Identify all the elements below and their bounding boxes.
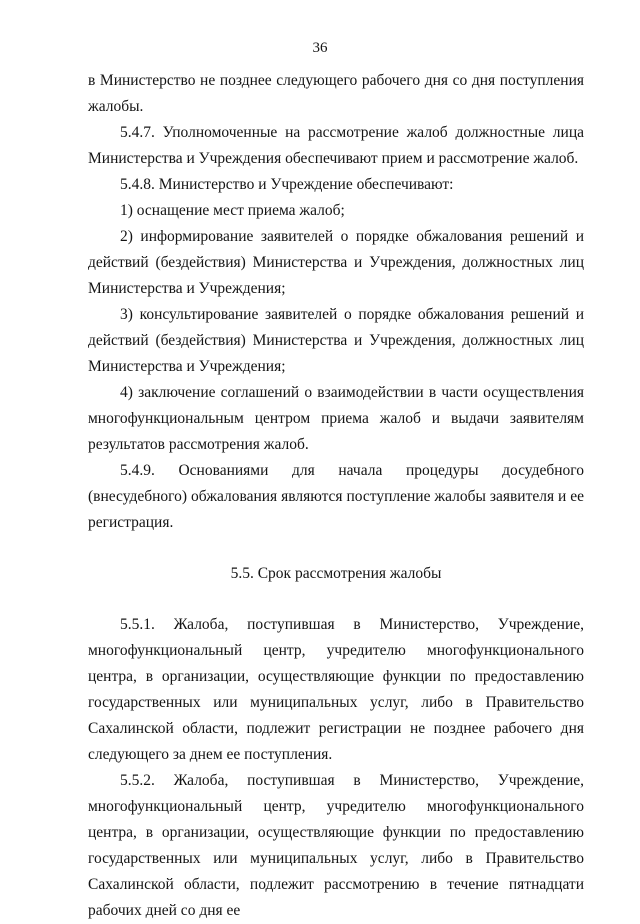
list-item-2: 2) информирование заявителей о порядке обжалования решений и действий (бездействия) Министерства и Учреждения, должностных лиц Министерства и Учреждения; <box>88 228 584 297</box>
list-item-3: 3) консультирование заявителей о порядке обжалования решений и действий (бездействия) Министерства и Учреждения, должностных лиц Министерства и Учреждения; <box>88 306 584 375</box>
list-item-4: 4) заключение соглашений о взаимодействии в части осуществления многофункциональным центром приема жалоб и выдачи заявителям результатов рассмотрения жалоб. <box>88 384 584 453</box>
paragraph-continuation: в Министерство не позднее следующего рабочего дня со дня поступления жалобы. <box>88 72 584 115</box>
paragraph-5-4-8: 5.4.8. Министерство и Учреждение обеспечивают: <box>120 176 454 193</box>
paragraph-5-4-7: 5.4.7. Уполномоченные на рассмотрение жалоб должностные лица Министерства и Учреждения обеспечивают прием и рассмотрение жалоб. <box>88 124 584 167</box>
section-heading: 5.5. Срок рассмотрения жалобы <box>230 565 442 582</box>
document-body <box>88 68 584 924</box>
paragraph-5-5-2: 5.5.2. Жалоба, поступившая в Министерство, Учреждение, многофункциональный центр, учредителю многофункционального центра, в организации, осуществляющие функции по предоставлению государственных или муниципальных услуг, либо в Правительство Сахалинской области, подлежит рассмотрению в течение пятнадцати рабочих дней со дня ее <box>88 772 584 919</box>
list-item-1: 1) оснащение мест приема жалоб; <box>120 202 345 219</box>
paragraph-5-4-9: 5.4.9. Основаниями для начала процедуры досудебного (внесудебного) обжалования являются поступление жалобы заявителя и ее регистрация. <box>88 462 584 531</box>
paragraph-5-5-1: 5.5.1. Жалоба, поступившая в Министерство, Учреждение, многофункциональный центр, учредителю многофункционального центра, в организации, осуществляющие функции по предоставлению государственных или муниципальных услуг, либо в Правительство Сахалинской области, подлежит регистрации не позднее рабочего дня следующего за днем ее поступления. <box>88 616 584 763</box>
page-number: 36 <box>312 40 328 56</box>
